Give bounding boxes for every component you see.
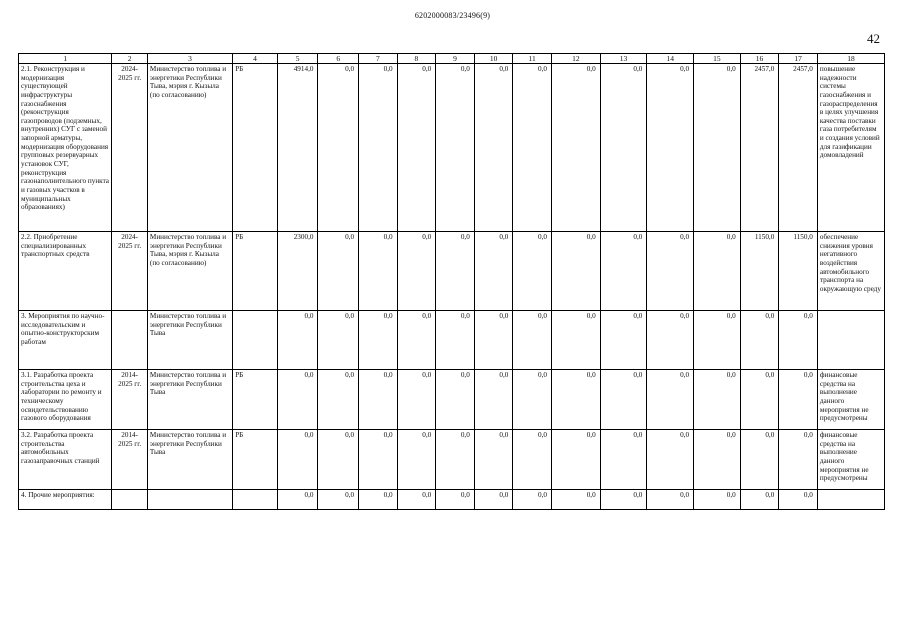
funding-source-cell — [233, 311, 278, 370]
column-header: 15 — [694, 54, 741, 64]
amount-cell: 0,0 — [474, 490, 513, 510]
amount-cell: 0,0 — [551, 490, 600, 510]
amount-cell: 0,0 — [277, 490, 318, 510]
table-row — [19, 64, 885, 232]
amount-cell: 0,0 — [318, 430, 359, 490]
table-row — [19, 430, 885, 490]
column-header: 9 — [436, 54, 475, 64]
activity-name-cell: 4. Прочие мероприятия: — [19, 490, 112, 510]
amount-cell: 0,0 — [740, 370, 779, 430]
amount-cell: 0,0 — [318, 490, 359, 510]
page-number: 42 — [867, 31, 880, 46]
amount-cell: 0,0 — [474, 232, 513, 311]
amount-cell: 0,0 — [277, 430, 318, 490]
amount-cell: 0,0 — [436, 311, 475, 370]
period-cell — [112, 490, 148, 510]
amount-cell: 0,0 — [694, 370, 741, 430]
amount-cell: 0,0 — [318, 370, 359, 430]
amount-cell: 0,0 — [694, 311, 741, 370]
executor-cell: Министерство топлива и энергетики Республики Тыва — [147, 370, 232, 430]
period-cell: 2024-2025 гг. — [112, 64, 148, 232]
amount-cell: 2457,0 — [779, 64, 818, 232]
amount-cell: 0,0 — [513, 370, 552, 430]
amount-cell: 0,0 — [551, 311, 600, 370]
column-header: 13 — [600, 54, 647, 64]
activity-name-cell: 3.1. Разработка проекта строительства цеха и лаборатории по ремонту и техническому освидетельствованию газового оборудования — [19, 370, 112, 430]
expected-result-cell: финансовые средства на выполнение данного мероприятия не предусмотрены — [817, 430, 884, 490]
amount-cell: 0,0 — [359, 64, 398, 232]
amount-cell: 0,0 — [740, 311, 779, 370]
column-header: 3 — [147, 54, 232, 64]
period-cell — [112, 311, 148, 370]
column-header: 4 — [233, 54, 278, 64]
amount-cell: 0,0 — [513, 311, 552, 370]
column-header: 8 — [397, 54, 436, 64]
amount-cell: 0,0 — [600, 311, 647, 370]
program-table — [18, 53, 885, 510]
expected-result-cell: обеспечение снижения уровня негативного воздействия автомобильного транспорта на окружающую среду — [817, 232, 884, 311]
amount-cell: 0,0 — [277, 311, 318, 370]
amount-cell: 0,0 — [600, 370, 647, 430]
column-header: 18 — [817, 54, 884, 64]
amount-cell: 2457,0 — [740, 64, 779, 232]
amount-cell: 0,0 — [600, 490, 647, 510]
activity-name-cell: 3.2. Разработка проекта строительства автомобильных газозаправочных станций — [19, 430, 112, 490]
amount-cell: 0,0 — [397, 490, 436, 510]
amount-cell: 0,0 — [600, 430, 647, 490]
amount-cell: 0,0 — [694, 430, 741, 490]
executor-cell: Министерство топлива и энергетики Республики Тыва — [147, 311, 232, 370]
column-header: 12 — [551, 54, 600, 64]
activity-name-cell: 2.1. Реконструкция и модернизация существующей инфраструктуры газоснабжения (реконструкция газопроводов (подземных, внутренних) СУГ с заменой запорной арматуры, модернизация оборудования групповых резервуарных установок СУГ, реконструкция газонаполнительного пункта и газовых участков в муниципальных образованиях) — [19, 64, 112, 232]
amount-cell: 0,0 — [397, 64, 436, 232]
column-header: 2 — [112, 54, 148, 64]
column-header: 10 — [474, 54, 513, 64]
amount-cell: 0,0 — [359, 232, 398, 311]
amount-cell: 0,0 — [694, 64, 741, 232]
activity-name-cell: 2.2. Приобретение специализированных транспортных средств — [19, 232, 112, 311]
amount-cell: 0,0 — [600, 232, 647, 311]
amount-cell: 0,0 — [551, 64, 600, 232]
funding-source-cell: РБ — [233, 232, 278, 311]
amount-cell: 0,0 — [647, 64, 694, 232]
expected-result-cell: финансовые средства на выполнение данного мероприятия не предусмотрены — [817, 370, 884, 430]
amount-cell: 4914,0 — [277, 64, 318, 232]
amount-cell: 0,0 — [779, 490, 818, 510]
table-row — [19, 370, 885, 430]
amount-cell: 0,0 — [647, 311, 694, 370]
amount-cell: 0,0 — [740, 430, 779, 490]
amount-cell: 1150,0 — [740, 232, 779, 311]
amount-cell: 0,0 — [359, 490, 398, 510]
amount-cell: 0,0 — [277, 370, 318, 430]
amount-cell: 0,0 — [779, 370, 818, 430]
amount-cell: 0,0 — [779, 311, 818, 370]
expected-result-cell — [817, 311, 884, 370]
amount-cell: 0,0 — [513, 490, 552, 510]
amount-cell: 0,0 — [397, 430, 436, 490]
amount-cell: 0,0 — [779, 430, 818, 490]
table-row — [19, 311, 885, 370]
column-header: 6 — [318, 54, 359, 64]
amount-cell: 0,0 — [647, 490, 694, 510]
executor-cell: Министерство топлива и энергетики Республики Тыва — [147, 430, 232, 490]
amount-cell: 0,0 — [647, 232, 694, 311]
executor-cell — [147, 490, 232, 510]
funding-source-cell: РБ — [233, 370, 278, 430]
executor-cell: Министерство топлива и энергетики Республики Тыва, мэрия г. Кызыла (по согласованию) — [147, 64, 232, 232]
funding-source-cell — [233, 490, 278, 510]
executor-cell: Министерство топлива и энергетики Республики Тыва, мэрия г. Кызыла (по согласованию) — [147, 232, 232, 311]
table-row — [19, 232, 885, 311]
column-header: 11 — [513, 54, 552, 64]
activity-name-cell: 3. Мероприятия по научно-исследовательским и опытно-конструкторским работам — [19, 311, 112, 370]
amount-cell: 0,0 — [359, 430, 398, 490]
document-number: 6202000083/23496(9) — [414, 11, 491, 20]
amount-cell: 0,0 — [513, 232, 552, 311]
column-header: 14 — [647, 54, 694, 64]
column-header: 16 — [740, 54, 779, 64]
amount-cell: 0,0 — [474, 430, 513, 490]
amount-cell: 0,0 — [647, 370, 694, 430]
table-row — [19, 490, 885, 510]
amount-cell: 0,0 — [359, 370, 398, 430]
amount-cell: 0,0 — [397, 370, 436, 430]
amount-cell: 0,0 — [694, 232, 741, 311]
amount-cell: 0,0 — [551, 430, 600, 490]
column-header: 1 — [19, 54, 112, 64]
amount-cell: 0,0 — [397, 311, 436, 370]
amount-cell: 1150,0 — [779, 232, 818, 311]
amount-cell: 0,0 — [600, 64, 647, 232]
column-header: 17 — [779, 54, 818, 64]
period-cell: 2014-2025 гг. — [112, 430, 148, 490]
funding-source-cell: РБ — [233, 64, 278, 232]
period-cell: 2024-2025 гг. — [112, 232, 148, 311]
amount-cell: 0,0 — [513, 64, 552, 232]
amount-cell: 0,0 — [694, 490, 741, 510]
amount-cell: 0,0 — [647, 430, 694, 490]
amount-cell: 0,0 — [397, 232, 436, 311]
column-header: 5 — [277, 54, 318, 64]
amount-cell: 0,0 — [474, 370, 513, 430]
amount-cell: 0,0 — [318, 311, 359, 370]
amount-cell: 0,0 — [513, 430, 552, 490]
column-header: 7 — [359, 54, 398, 64]
amount-cell: 0,0 — [359, 311, 398, 370]
amount-cell: 0,0 — [551, 370, 600, 430]
amount-cell: 0,0 — [436, 430, 475, 490]
amount-cell: 2300,0 — [277, 232, 318, 311]
amount-cell: 0,0 — [551, 232, 600, 311]
amount-cell: 0,0 — [436, 490, 475, 510]
period-cell: 2014-2025 гг. — [112, 370, 148, 430]
expected-result-cell — [817, 490, 884, 510]
amount-cell: 0,0 — [436, 64, 475, 232]
header-row — [19, 54, 885, 64]
amount-cell: 0,0 — [740, 490, 779, 510]
amount-cell: 0,0 — [318, 232, 359, 311]
amount-cell: 0,0 — [474, 64, 513, 232]
amount-cell: 0,0 — [474, 311, 513, 370]
funding-source-cell: РБ — [233, 430, 278, 490]
expected-result-cell: повышение надежности системы газоснабжения и газораспределения в целях улучшения качества поставки газа потребителям и создания условий для газификации домовладений — [817, 64, 884, 232]
amount-cell: 0,0 — [436, 232, 475, 311]
amount-cell: 0,0 — [436, 370, 475, 430]
amount-cell: 0,0 — [318, 64, 359, 232]
